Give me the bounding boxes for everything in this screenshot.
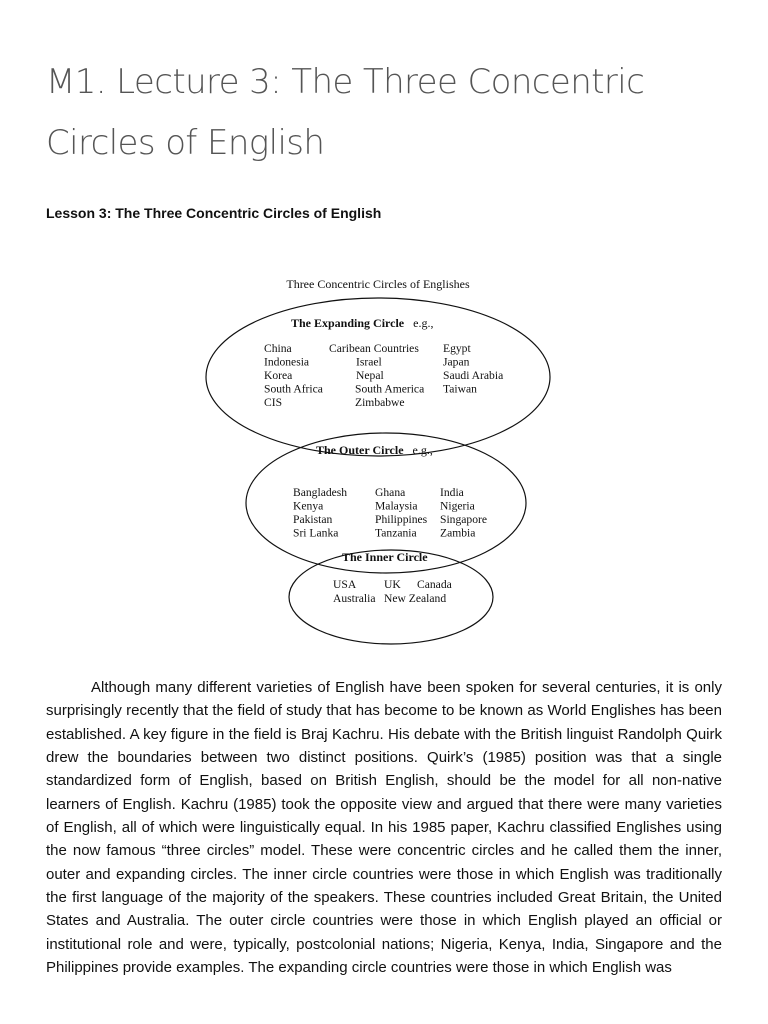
body-paragraph: Although many different varieties of English have been spoken for several centuries, it is only surprisingly recently that the field of study that has become to be known as World Englishes has been established. A key figure in the field is Braj Kachru. His debate with the British linguist Randolph Quirk drew the boundaries between two distinct positions. Quirk’s (1985) position was that a single standardized form of English, based on British English, should be the model for all non-native learners of English. Kachru (1985) took the opposite view and argued that there were many varieties of English, all of which were linguistically equal. In his 1985 paper, Kachru classified Englishes using the now famous “three circles” model. These were concentric circles and he called them the inner, outer and expanding circles. The inner circle countries were those in which English was traditionally the first language of the majority of the speakers. These countries included Great Britain, the United States and Australia. The outer circle countries were those in which English played an official or institutional role and were, typically, postcolonial nations; Nigeria, Kenya, India, Singapore and the Philippines provide examples. The expanding circle countries were those in which English was <box>46 679 722 977</box>
country-label: Singapore <box>440 513 488 526</box>
country-label: Zimbabwe <box>355 396 405 409</box>
country-label: Philippines <box>375 513 428 526</box>
country-label: Indonesia <box>264 355 310 369</box>
country-label: Canada <box>417 578 452 591</box>
country-label: UK <box>384 578 401 591</box>
country-label: Japan <box>443 355 470 369</box>
country-label: South Africa <box>264 382 323 396</box>
inner-circle-heading: The Inner Circle <box>342 550 428 564</box>
outer-circle-outline <box>246 433 526 573</box>
country-label: South America <box>355 382 425 396</box>
expanding-circle-heading-line <box>291 314 433 331</box>
country-label: Korea <box>264 369 293 382</box>
expanding-circle-eg: e.g., <box>413 316 434 330</box>
page-title <box>46 52 726 174</box>
country-label: Sri Lanka <box>293 526 339 540</box>
lesson-heading: Lesson 3: The Three Concentric Circles of English <box>46 205 382 221</box>
page-title-line-2: Circles of English <box>46 123 325 163</box>
country-label: USA <box>333 578 357 591</box>
country-label: CIS <box>264 396 283 409</box>
outer-circle-heading-line <box>316 441 433 458</box>
expanding-circle-countries <box>264 342 503 409</box>
country-label: Kenya <box>293 499 324 513</box>
country-label: Caribean Countries <box>329 342 419 355</box>
diagram-caption: Three Concentric Circles of Englishes <box>286 277 470 291</box>
country-label: Pakistan <box>293 513 333 526</box>
country-label: Egypt <box>443 342 471 355</box>
country-label: Australia <box>333 592 376 605</box>
country-label: Bangladesh <box>293 486 348 499</box>
country-label: Saudi Arabia <box>443 369 504 382</box>
country-label: Ghana <box>375 486 406 499</box>
country-label: Malaysia <box>375 499 418 513</box>
outer-circle-countries <box>293 486 487 540</box>
country-label: China <box>264 342 292 355</box>
inner-circle-countries <box>333 578 452 605</box>
inner-circle-outline <box>289 550 493 644</box>
outer-circle-heading: The Outer Circle <box>316 443 404 457</box>
country-label: Taiwan <box>443 382 477 396</box>
country-label: Israel <box>356 355 382 369</box>
expanding-circle-outline <box>206 298 550 456</box>
expanding-circle-heading: The Expanding Circle <box>291 316 405 330</box>
country-label: Nepal <box>356 369 384 382</box>
page-title-line-1: M1. Lecture 3: The Three Concentric <box>46 62 645 102</box>
country-label: Zambia <box>440 526 476 540</box>
outer-circle-eg: e.g., <box>412 443 433 457</box>
country-label: New Zealand <box>384 592 447 605</box>
country-label: India <box>440 486 464 499</box>
country-label: Tanzania <box>375 526 417 540</box>
country-label: Nigeria <box>440 499 475 513</box>
